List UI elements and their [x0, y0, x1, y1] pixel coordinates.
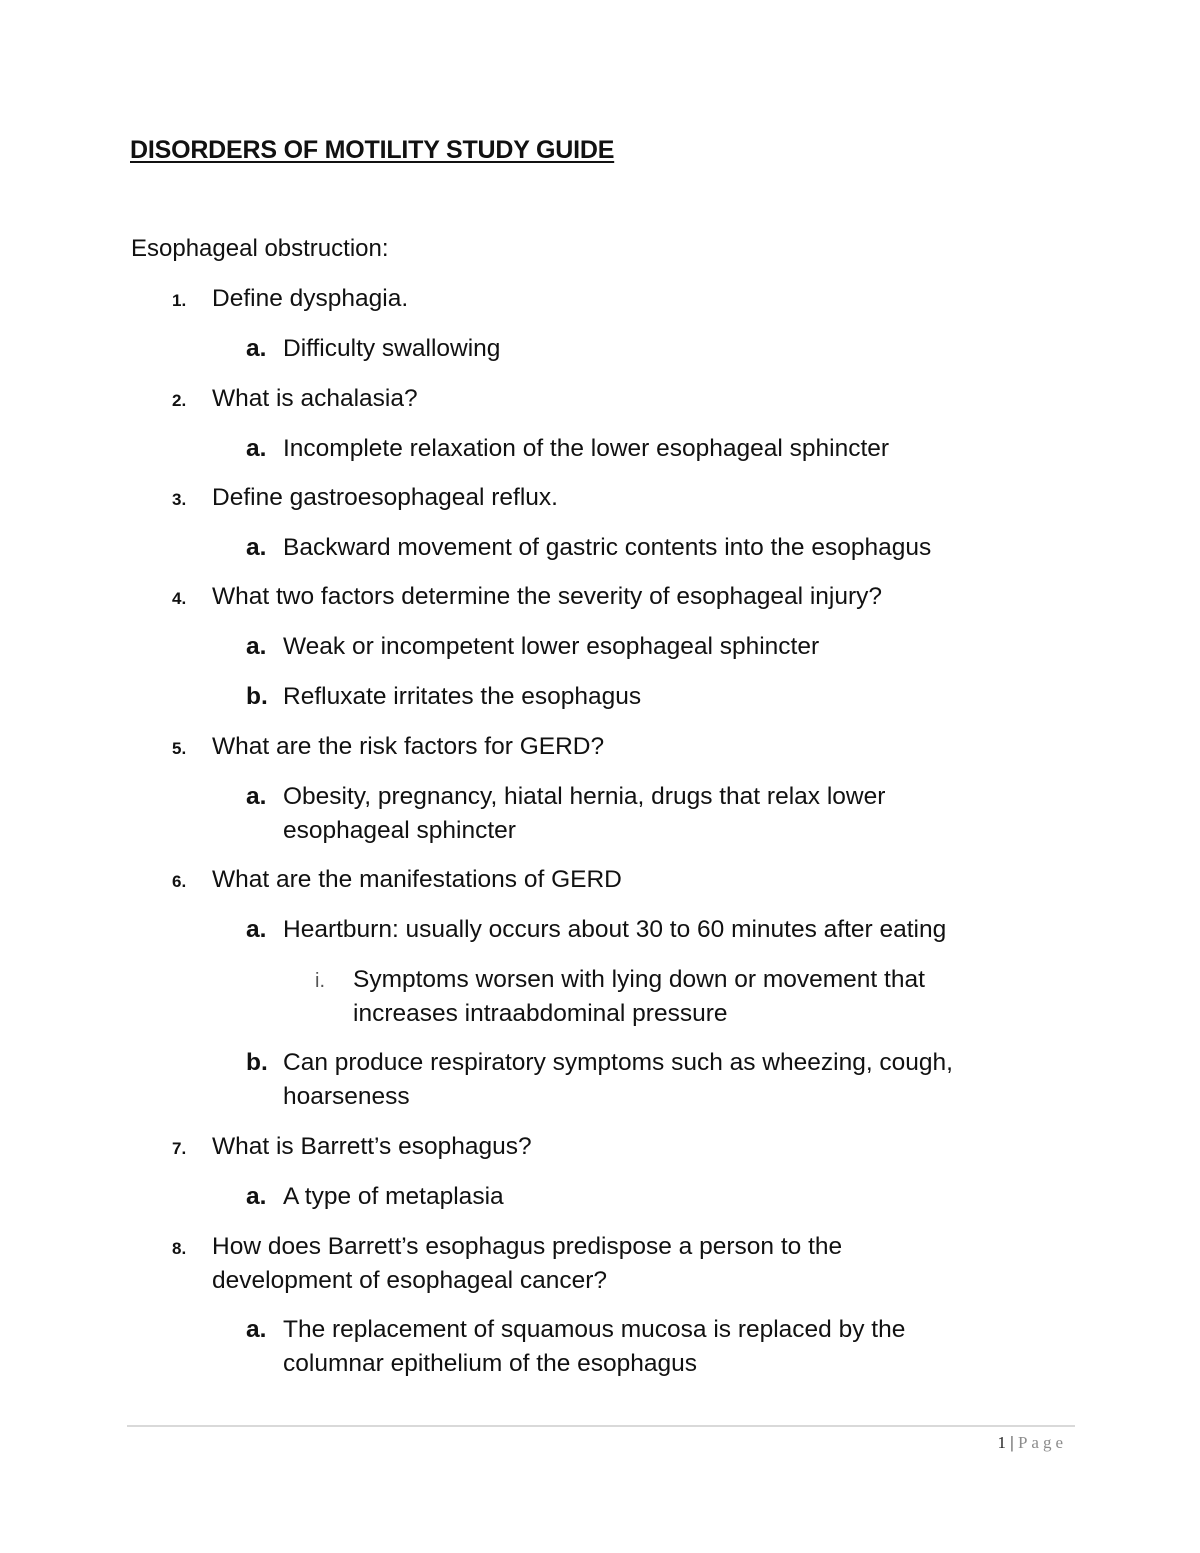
question-number: 8.	[172, 1239, 187, 1258]
question-text: What two factors determine the severity of esophageal injury?	[212, 583, 883, 610]
answer-text: A type of metaplasia	[283, 1183, 504, 1210]
question-3	[172, 481, 992, 517]
answer-4a	[246, 630, 1073, 664]
answer-label: a.	[246, 335, 267, 362]
answer-text: Obesity, pregnancy, hiatal hernia, drugs that relax lower esophageal sphincter	[283, 783, 886, 844]
answer-label: a.	[246, 1183, 267, 1210]
answer-1a	[246, 332, 1073, 366]
answer-3a	[246, 531, 1073, 565]
answer-label: a.	[246, 435, 267, 462]
answer-label: a.	[246, 534, 267, 561]
question-4	[172, 580, 992, 616]
question-text: What is achalasia?	[212, 385, 418, 412]
sub-answer-text: Symptoms worsen with lying down or movement that increases intraabdominal pressure	[353, 966, 925, 1027]
page-word: Page	[1017, 1433, 1067, 1452]
answer-7a	[246, 1180, 1073, 1214]
answer-6b	[246, 1046, 1053, 1114]
answer-text: Difficulty swallowing	[283, 335, 501, 362]
question-number: 7.	[172, 1139, 187, 1158]
sub-answer-label: i.	[315, 970, 325, 992]
section-heading: Esophageal obstruction:	[131, 235, 389, 262]
question-2	[172, 382, 992, 418]
question-7	[172, 1130, 992, 1166]
question-number: 6.	[172, 872, 187, 891]
question-number: 4.	[172, 589, 187, 608]
question-text: Define dysphagia.	[212, 285, 409, 312]
answer-label: a.	[246, 633, 267, 660]
answer-text: Heartburn: usually occurs about 30 to 60 minutes after eating	[283, 916, 947, 943]
answer-text: Refluxate irritates the esophagus	[283, 683, 642, 710]
question-6	[172, 863, 992, 899]
question-text: What are the manifestations of GERD	[212, 866, 622, 893]
question-number: 3.	[172, 490, 187, 509]
question-number: 5.	[172, 739, 187, 758]
answer-4b	[246, 680, 1073, 714]
footer-separator: |	[1010, 1433, 1014, 1452]
question-number: 2.	[172, 391, 187, 410]
answer-6a-i	[313, 963, 1013, 1031]
answer-5a	[246, 780, 983, 848]
page-number: 1	[997, 1433, 1007, 1452]
answer-text: Weak or incompetent lower esophageal sphincter	[283, 633, 820, 660]
question-5	[172, 730, 992, 766]
question-8	[172, 1230, 942, 1298]
answer-text: Can produce respiratory symptoms such as wheezing, cough, hoarseness	[283, 1049, 953, 1110]
answer-text: Backward movement of gastric contents into the esophagus	[283, 534, 932, 561]
page-footer	[998, 1433, 1067, 1453]
answer-8a	[246, 1313, 998, 1381]
answer-text: The replacement of squamous mucosa is replaced by the columnar epithelium of the esophagus	[283, 1316, 906, 1377]
answer-label: a.	[246, 783, 267, 810]
question-text: What is Barrett’s esophagus?	[212, 1133, 532, 1160]
answer-label: b.	[246, 1049, 268, 1076]
question-number: 1.	[172, 291, 187, 310]
question-1	[172, 282, 992, 318]
answer-label: a.	[246, 916, 267, 943]
question-text: What are the risk factors for GERD?	[212, 733, 605, 760]
answer-text: Incomplete relaxation of the lower esophageal sphincter	[283, 435, 890, 462]
question-text: Define gastroesophageal reflux.	[212, 484, 558, 511]
question-text: How does Barrett’s esophagus predispose a person to the development of esophageal cancer?	[212, 1233, 843, 1294]
answer-2a	[246, 432, 1073, 466]
answer-6a	[246, 913, 1073, 947]
answer-label: a.	[246, 1316, 267, 1343]
answer-label: b.	[246, 683, 268, 710]
page-title: DISORDERS OF MOTILITY STUDY GUIDE	[130, 136, 615, 164]
footer-divider	[127, 1425, 1075, 1427]
